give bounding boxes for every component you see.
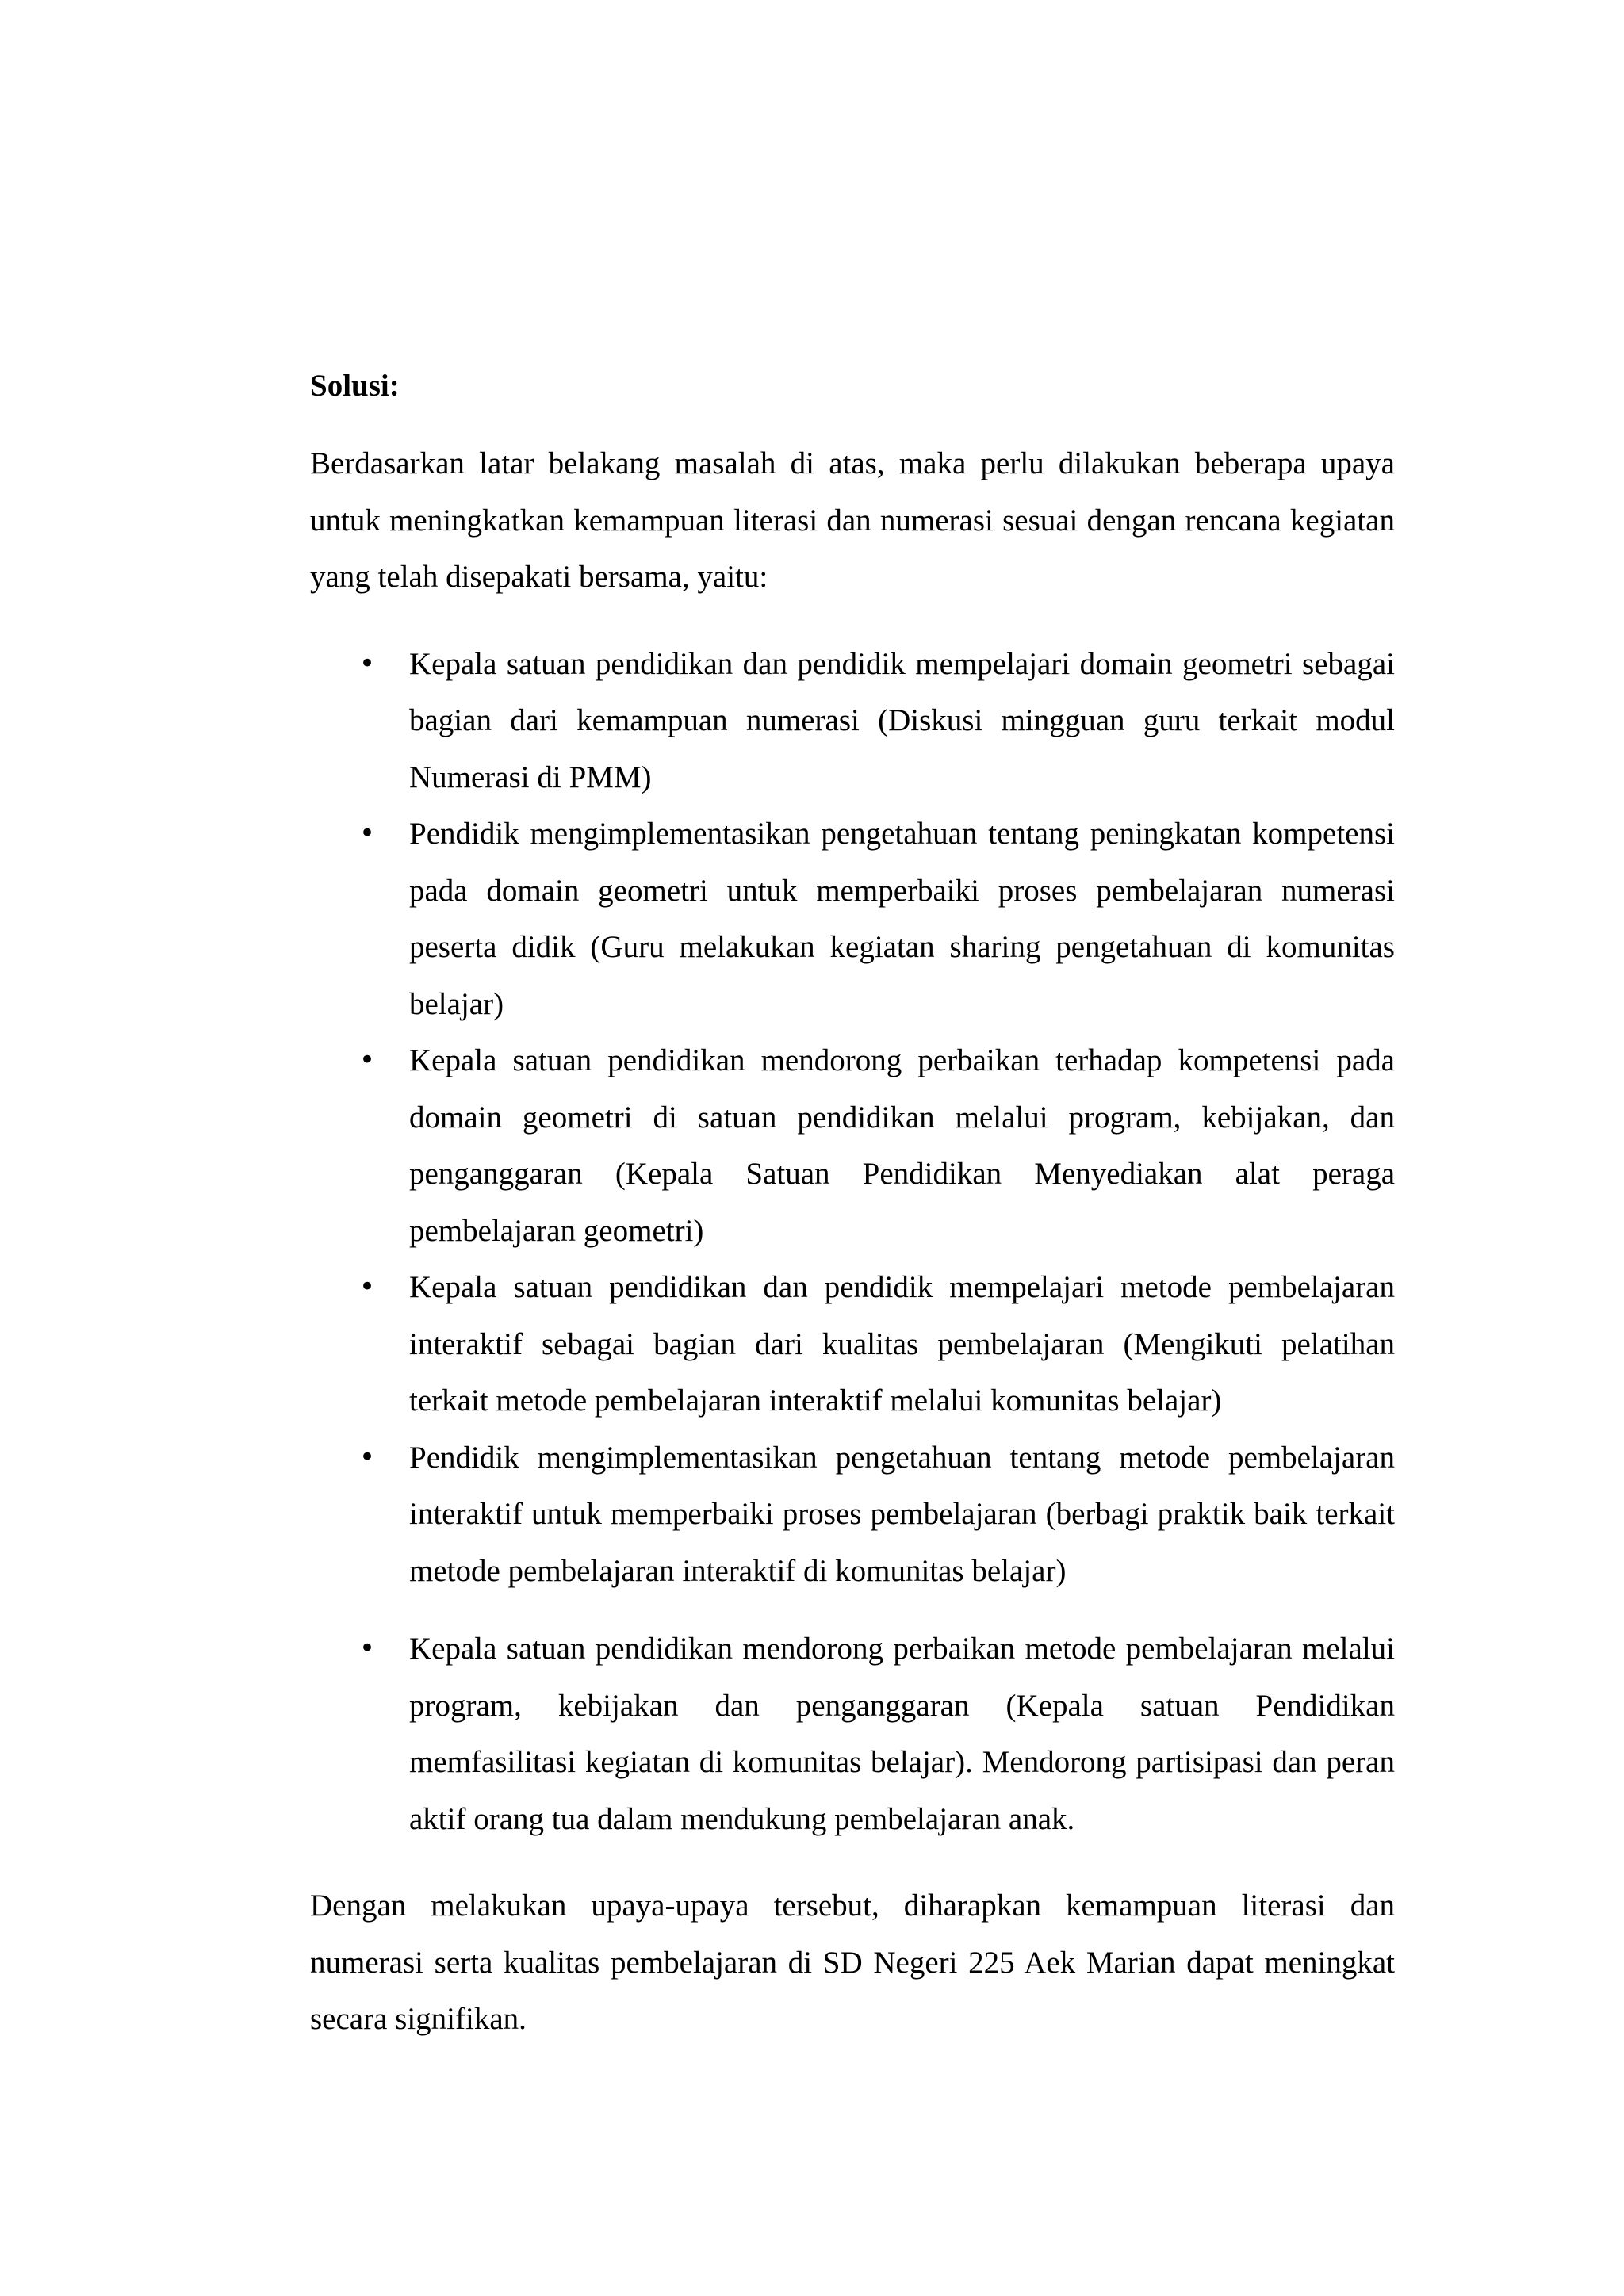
section-heading: Solusi: — [310, 369, 400, 403]
intro-paragraph: Berdasarkan latar belakang masalah di atas, maka perlu dilakukan beberapa upaya untuk meningkatkan kemampuan literasi dan numerasi sesuai dengan rencana kegiatan yang telah disepakati bersama, yaitu: — [310, 446, 1395, 594]
list-item — [310, 1621, 1395, 1847]
bullet-icon: • — [359, 817, 376, 849]
bullet-icon: • — [359, 1044, 376, 1076]
list-item-text: Kepala satuan pendidikan mendorong perbaikan metode pembelajaran melalui program, kebijakan dan penganggaran (Kepala satuan Pendidikan memfasilitasi kegiatan di komunitas belajar). Mendorong partisipasi dan peran aktif orang tua dalam mendukung pembelajaran anak. — [409, 1632, 1395, 1836]
list-item — [310, 636, 1395, 806]
list-item — [310, 806, 1395, 1032]
bullet-icon: • — [359, 1271, 376, 1303]
list-item-text: Kepala satuan pendidikan dan pendidik mempelajari domain geometri sebagai bagian dari kemampuan numerasi (Diskusi mingguan guru terkait modul Numerasi di PMM) — [409, 646, 1395, 794]
list-item-text: Kepala satuan pendidikan mendorong perbaikan terhadap kompetensi pada domain geometri di satuan pendidikan melalui program, kebijakan, dan penganggaran (Kepala Satuan Pendidikan Menyediakan alat peraga pembelajaran geometri) — [409, 1043, 1395, 1248]
list-item-text: Kepala satuan pendidikan dan pendidik mempelajari metode pembelajaran interaktif sebagai bagian dari kualitas pembelajaran (Mengikuti pelatihan terkait metode pembelajaran interaktif melalui komunitas belajar) — [409, 1270, 1395, 1418]
list-item — [310, 1429, 1395, 1600]
list-item — [310, 1032, 1395, 1259]
list-item — [310, 1259, 1395, 1429]
closing-paragraph: Dengan melakukan upaya-upaya tersebut, diharapkan kemampuan literasi dan numerasi serta kualitas pembelajaran di SD Negeri 225 Aek Marian dapat meningkat secara signifikan. — [310, 1888, 1395, 2036]
solution-list — [310, 636, 1395, 1848]
list-item-text: Pendidik mengimplementasikan pengetahuan tentang metode pembelajaran interaktif untuk memperbaiki proses pembelajaran (berbagi praktik baik terkait metode pembelajaran interaktif di komunitas belajar) — [409, 1440, 1395, 1588]
list-item-text: Pendidik mengimplementasikan pengetahuan tentang peningkatan kompetensi pada domain geometri untuk memperbaiki proses pembelajaran numerasi peserta didik (Guru melakukan kegiatan sharing pengetahuan di komunitas belajar) — [409, 817, 1395, 1021]
bullet-icon: • — [359, 1441, 376, 1473]
bullet-icon: • — [359, 647, 376, 679]
bullet-icon: • — [359, 1632, 376, 1664]
document-body — [310, 366, 1395, 2048]
